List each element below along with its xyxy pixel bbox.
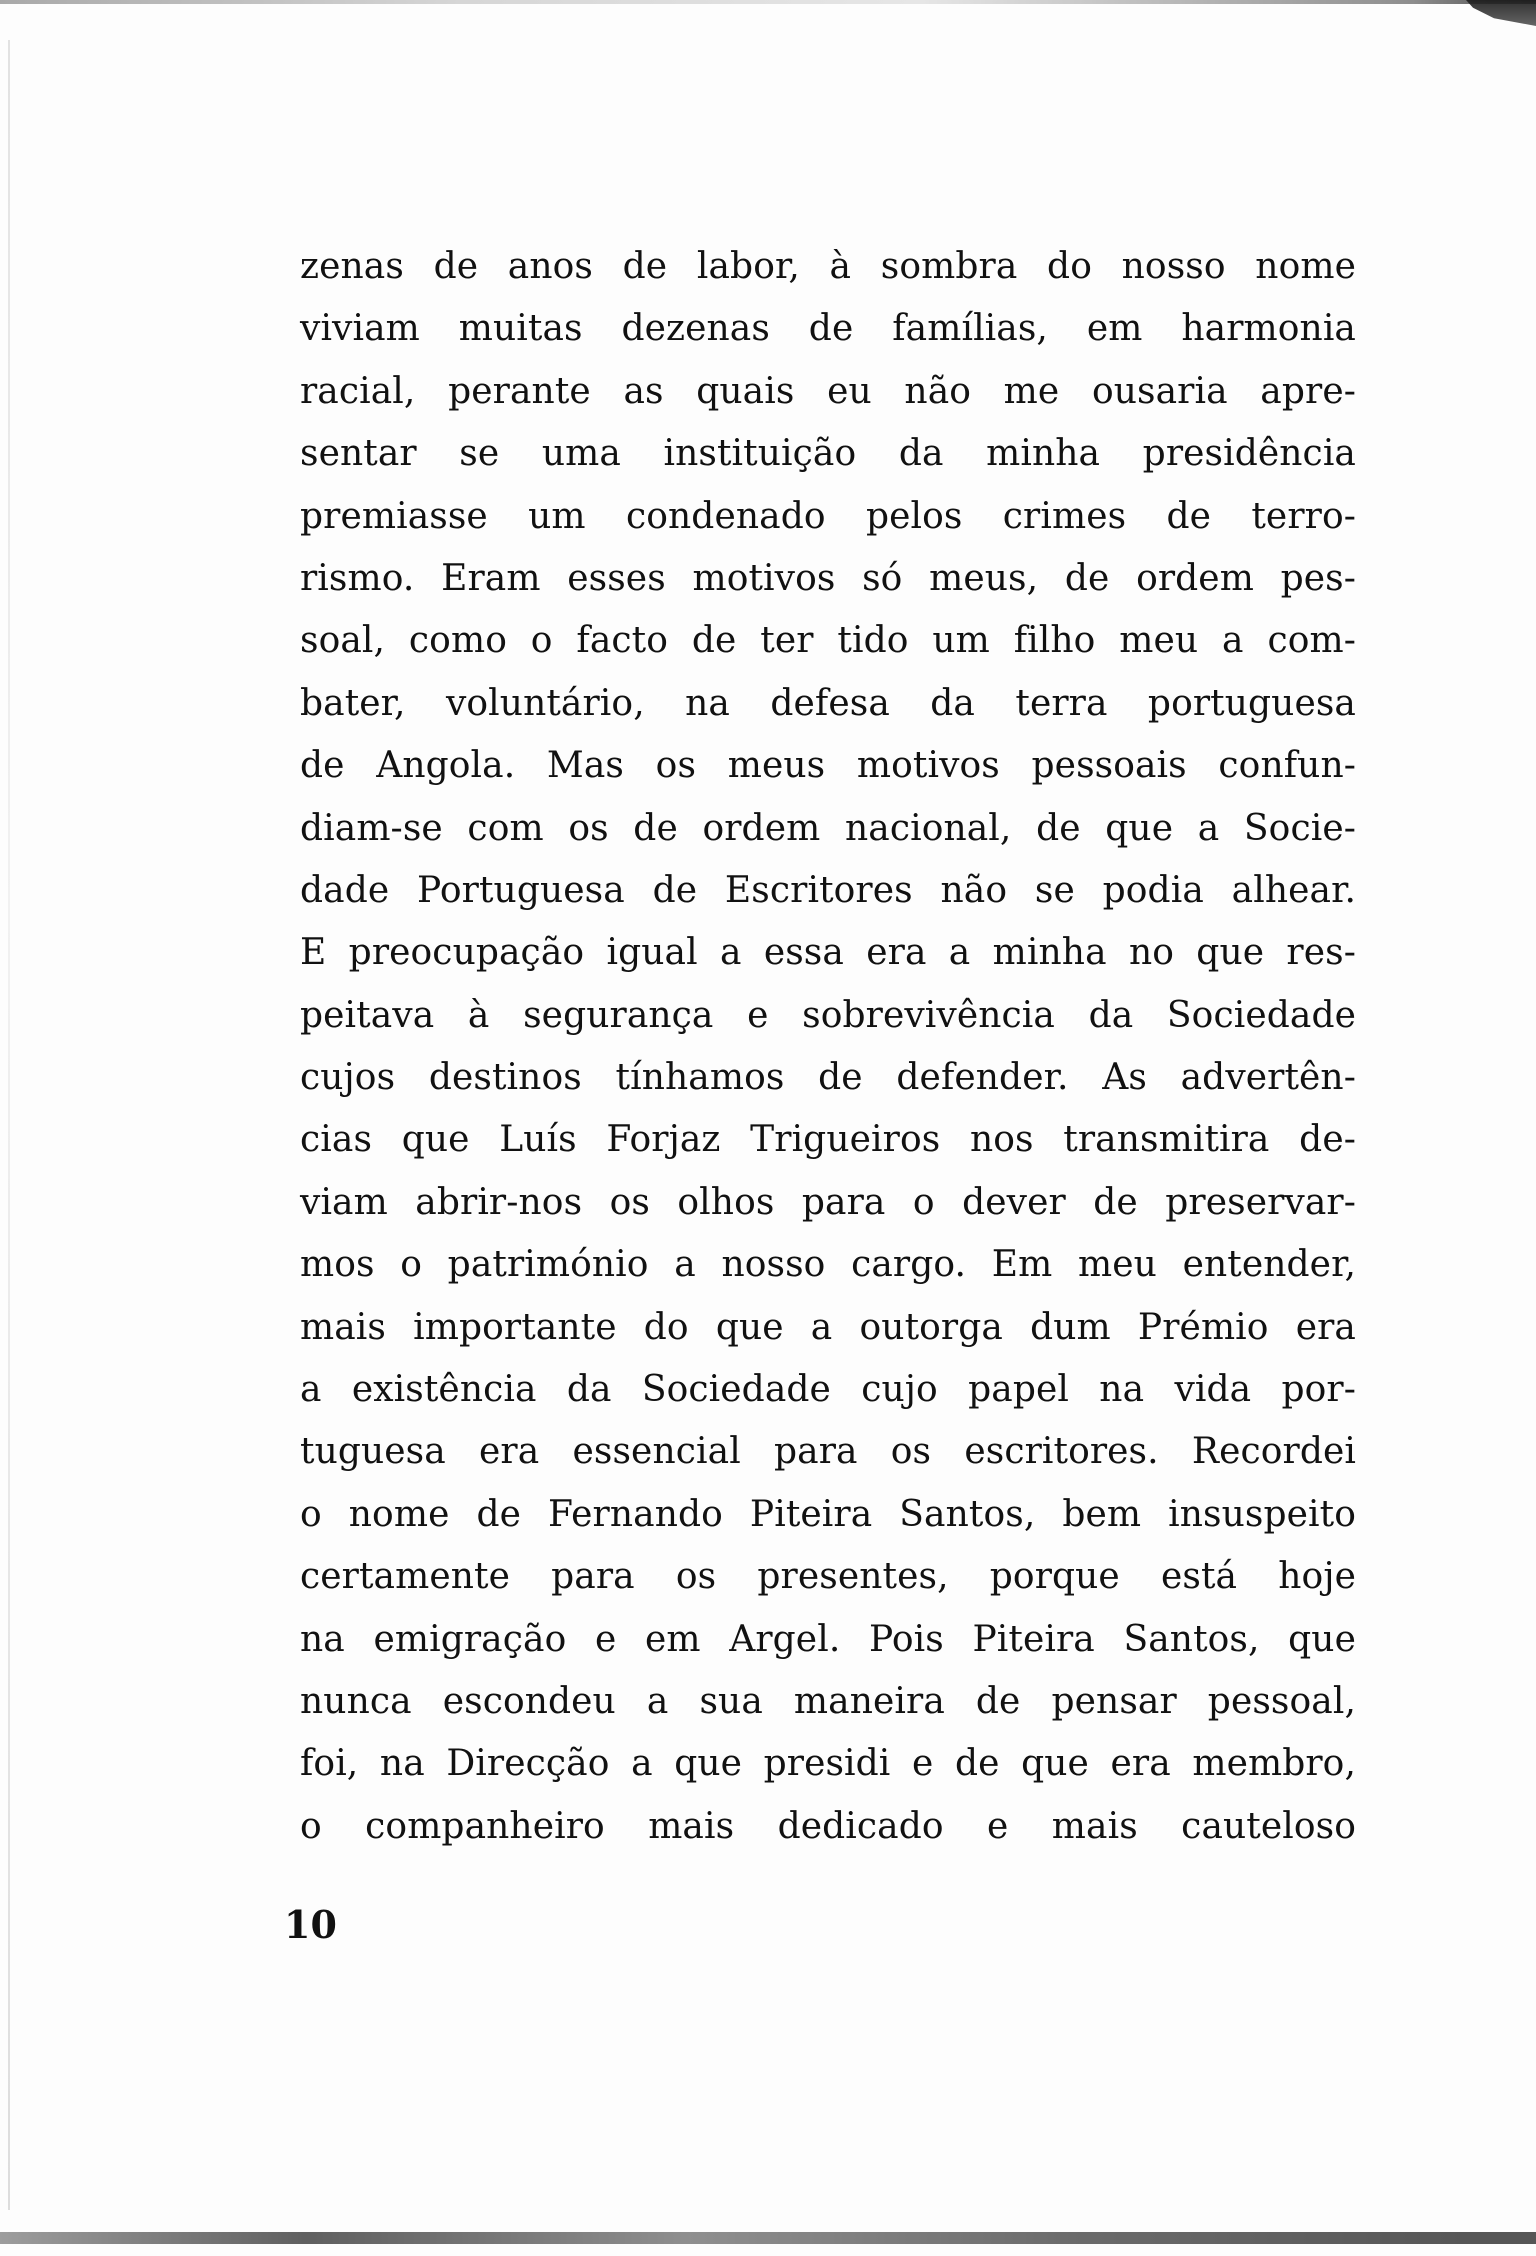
page-number: 10 bbox=[284, 1902, 337, 1947]
text-line: certamente para os presentes, porque está hoje bbox=[300, 1556, 1356, 1598]
text-line: E preocupação igual a essa era a minha no que res- bbox=[300, 932, 1356, 974]
text-line: na emigração e em Argel. Pois Piteira Santos, que bbox=[300, 1618, 1356, 1660]
text-line: foi, na Direcção a que presidi e de que era membro, bbox=[300, 1743, 1356, 1785]
text-line: zenas de anos de labor, à sombra do nosso nome bbox=[300, 246, 1356, 287]
text-line: o companheiro mais dedicado e mais cauteloso bbox=[300, 1805, 1356, 1847]
text-line: premiasse um condenado pelos crimes de terro- bbox=[300, 495, 1356, 537]
text-line: mais importante do que a outorga dum Prémio era bbox=[300, 1306, 1356, 1348]
text-line: o nome de Fernando Piteira Santos, bem insuspeito bbox=[300, 1493, 1356, 1535]
text-line: racial, perante as quais eu não me ousaria apre- bbox=[300, 370, 1356, 412]
text-line: nunca escondeu a sua maneira de pensar pessoal, bbox=[300, 1680, 1356, 1722]
text-line: cujos destinos tínhamos de defender. As advertên- bbox=[300, 1057, 1356, 1099]
text-line: sentar se uma instituição da minha presidência bbox=[300, 433, 1356, 475]
text-line: peitava à segurança e sobrevivência da Sociedade bbox=[300, 994, 1356, 1036]
text-line: viviam muitas dezenas de famílias, em harmonia bbox=[300, 308, 1356, 350]
text-line: dade Portuguesa de Escritores não se podia alhear. bbox=[300, 869, 1356, 911]
text-line: diam-se com os de ordem nacional, de que a Socie- bbox=[300, 807, 1356, 849]
text-line: bater, voluntário, na defesa da terra portuguesa bbox=[300, 682, 1356, 724]
text-line: soal, como o facto de ter tido um filho meu a com- bbox=[300, 620, 1356, 662]
scan-edge-bottom bbox=[0, 2232, 1536, 2244]
text-line: cias que Luís Forjaz Trigueiros nos transmitira de- bbox=[300, 1119, 1356, 1161]
scan-corner-mark bbox=[1466, 0, 1536, 26]
text-line: tuguesa era essencial para os escritores. Recordei bbox=[300, 1431, 1356, 1473]
text-line: rismo. Eram esses motivos só meus, de ordem pes- bbox=[300, 557, 1356, 599]
text-line: viam abrir-nos os olhos para o dever de preservar- bbox=[300, 1181, 1356, 1223]
text-line: de Angola. Mas os meus motivos pessoais confun- bbox=[300, 745, 1356, 787]
scan-edge-left bbox=[8, 40, 10, 2210]
text-line: mos o património a nosso cargo. Em meu entender, bbox=[300, 1244, 1356, 1286]
body-text bbox=[300, 236, 1356, 1858]
text-line: a existência da Sociedade cujo papel na vida por- bbox=[300, 1369, 1356, 1411]
scan-edge-top bbox=[0, 0, 1536, 4]
